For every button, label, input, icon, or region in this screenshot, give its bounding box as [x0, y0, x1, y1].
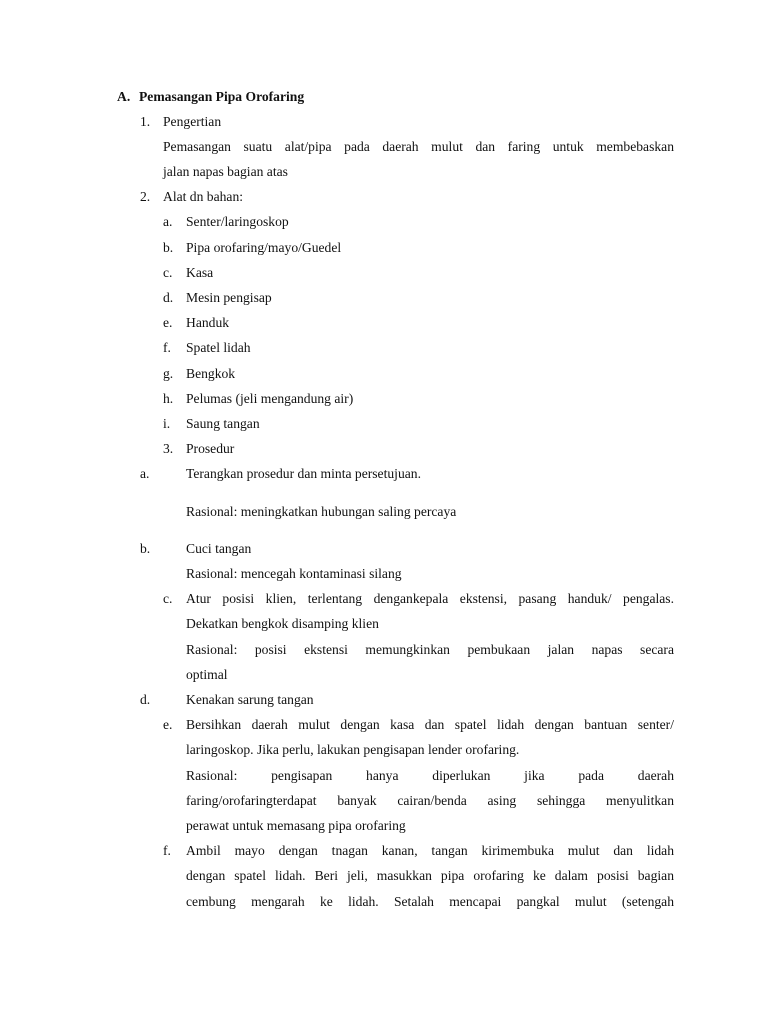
step-text-line1: Atur posisi klien, terlentang dengankepala ekstensi, pasang handuk/ pengalas.: [186, 591, 674, 606]
list-item: Spatel lidah: [186, 340, 251, 355]
step-text-line2: laringoskop. Jika perlu, lakukan pengisapan lender orofaring.: [186, 742, 520, 757]
step-rationale: Rasional: mencegah kontaminasi silang: [186, 566, 402, 581]
step-text-line1: Bersihkan daerah mulut dengan kasa dan spatel lidah dengan bantuan senter/: [186, 717, 674, 732]
list-item-marker: d.: [163, 290, 174, 305]
step-rationale-line3: perawat untuk memasang pipa orofaring: [186, 818, 406, 833]
step-text: Cuci tangan: [186, 541, 252, 556]
step-marker: b.: [140, 541, 151, 556]
pengertian-number: 1.: [140, 114, 151, 129]
list-item: Bengkok: [186, 366, 236, 381]
step-marker: e.: [163, 717, 173, 732]
section-title: Pemasangan Pipa Orofaring: [139, 89, 305, 104]
alat-heading: Alat dn bahan:: [163, 189, 244, 204]
step-text-line2: Dekatkan bengkok disamping klien: [186, 616, 379, 631]
step-rationale-line1: Rasional: posisi ekstensi memungkinkan pembukaan jalan napas secara: [186, 642, 674, 657]
step-marker: a.: [140, 466, 150, 481]
step-text: Kenakan sarung tangan: [186, 692, 314, 707]
step-rationale-line2: optimal: [186, 667, 228, 682]
prosedur-number: 3.: [163, 441, 174, 456]
list-item-marker: f.: [163, 340, 171, 355]
step-marker: f.: [163, 843, 171, 858]
pengertian-text-line1: Pemasangan suatu alat/pipa pada daerah mulut dan faring untuk membebaskan: [163, 139, 674, 154]
list-item-marker: a.: [163, 214, 173, 229]
list-item: Pelumas (jeli mengandung air): [186, 391, 354, 406]
list-item: Senter/laringoskop: [186, 214, 289, 229]
list-item-marker: g.: [163, 366, 174, 381]
list-item: Saung tangan: [186, 416, 260, 431]
prosedur-heading: Prosedur: [186, 441, 235, 456]
step-text-line3: cembung mengarah ke lidah. Setalah mencapai pangkal mulut (setengah: [186, 894, 674, 909]
list-item: Handuk: [186, 315, 230, 330]
step-rationale: Rasional: meningkatkan hubungan saling percaya: [186, 504, 457, 519]
step-marker: d.: [140, 692, 151, 707]
pengertian-heading: Pengertian: [163, 114, 222, 129]
alat-number: 2.: [140, 189, 151, 204]
step-marker: c.: [163, 591, 173, 606]
list-item-marker: i.: [163, 416, 171, 431]
list-item-marker: e.: [163, 315, 173, 330]
list-item-marker: c.: [163, 265, 173, 280]
step-rationale-line1: Rasional: pengisapan hanya diperlukan jika pada daerah: [186, 768, 674, 783]
step-text-line1: Ambil mayo dengan tnagan kanan, tangan kirimembuka mulut dan lidah: [186, 843, 674, 858]
step-text-line2: dengan spatel lidah. Beri jeli, masukkan pipa orofaring ke dalam posisi bagian: [186, 868, 674, 883]
list-item-marker: b.: [163, 240, 174, 255]
list-item: Pipa orofaring/mayo/Guedel: [186, 240, 342, 255]
step-text: Terangkan prosedur dan minta persetujuan.: [186, 466, 421, 481]
section-marker: A.: [117, 89, 131, 104]
list-item: Kasa: [186, 265, 214, 280]
pengertian-text-line2: jalan napas bagian atas: [163, 164, 288, 179]
list-item-marker: h.: [163, 391, 174, 406]
step-rationale-line2: faring/orofaringterdapat banyak cairan/benda asing sehingga menyulitkan: [186, 793, 674, 808]
list-item: Mesin pengisap: [186, 290, 272, 305]
